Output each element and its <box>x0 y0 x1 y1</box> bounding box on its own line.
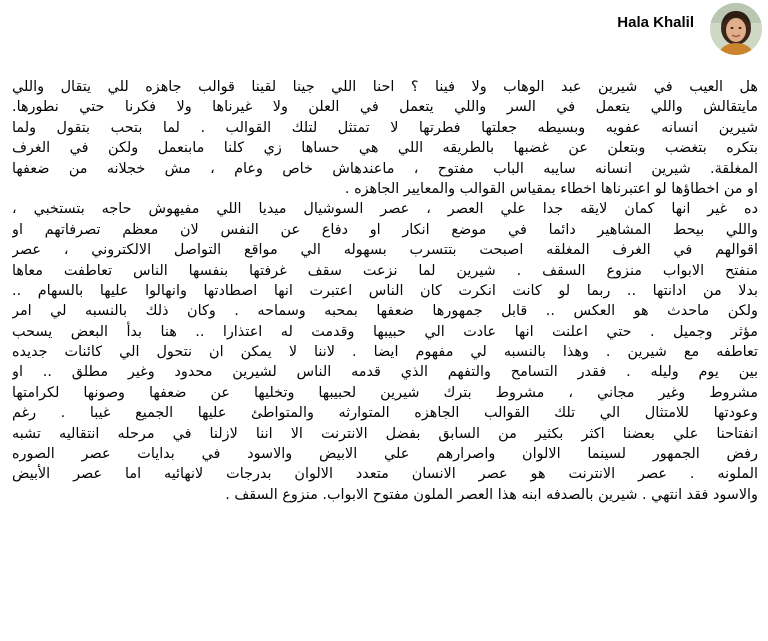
post-line: انفتاحنا علي بعضنا اكثر بكثير من السابق بفضل الانترنت الا اننا لازلنا في مرحله انتقاليه تشبه <box>12 425 758 442</box>
post-line: ولكن ماحدث هو العكس .. قابل جمهورها ضعفها بمحبه وسماحه . وكان ذلك بالنسبه لي امر <box>12 303 758 320</box>
post-line: مؤثر وجميل . حتي اعلنت انها عادت الي حبيبها وقدمت له اعتذارا .. هنا بدأ البعض يسحب <box>12 323 758 340</box>
post-line: بدلا من ادانتها .. ربما لو كانت انكرت كان الناس اعتبرت انها اصطادتها وانهالوا عليها بالسهام .. <box>12 282 758 299</box>
post-line: واللي بيحط المشاهير دائما في موضع انكار او دفاع عن النفس لان معظم تصرفاتهم او <box>12 221 758 238</box>
author-name[interactable]: Hala Khalil <box>617 14 694 31</box>
profile-photo-icon[interactable] <box>710 3 762 55</box>
post-line: بتكره بتغضب وبتعلن عن غضبها بالطريقه اللي هي حساها زي كلنا مابنعمل ولكن في الغرف <box>12 140 758 157</box>
post-line: منفتح الابواب منزوع السقف . شيرين لما نزعت سقف غرفتها بنفسها الناس تعاطفت معاها <box>12 262 758 279</box>
post-line: او من اخطاؤها لو اعتبرناها اخطاء بمقياس القوالب والمعايير الجاهزه . <box>344 180 758 197</box>
post-line: المغلقة. شيرين انسانه سايبه الباب مفتوح ، ماعندهاش خاص وعام ، مش خجلانه من ضعفها <box>12 160 758 177</box>
post-line: ده غير انها كمان لايقه جدا علي العصر ، عصر السوشيال ميديا اللي مفيهوش حاجه بتستخبي ، <box>12 201 758 218</box>
post-line: هل العيب في شيرين عبد الوهاب ولا فينا ؟ احنا اللي جينا لقينا قوالب جاهزه للي يتقال واللي <box>12 79 758 95</box>
post-line: بين يوم وليله . فقدر التسامح والتفهم الذي قدمه الناس لشيرين محدود وغير مطلق .. او <box>12 364 758 381</box>
post-header <box>0 0 768 60</box>
post-line: وعودتها للامتثال الي تلك القوالب الجاهزه المتوارثه والمتواطئ عليها الجميع غيبا . رغم <box>12 405 758 422</box>
post-line: مشروط وغير مجاني ، مشروط بترك شيرين لحبيبها وتخليها عن ضعفها وصونها لكرامتها <box>12 384 758 401</box>
post-line: تعاطفه مع شيرين . وهذا بالنسبه لي مفهوم ايضا . لاننا لا يمكن ان نتحول الي كائنات جديده <box>12 344 758 361</box>
post-line: الملونه . عصر الانترنت هو عصر الانسان متعدد الالوان بدرجات لانهائيه اما عصر الأبيض <box>12 466 758 483</box>
post-line: اقوالهم في الغرف المغلقه اصبحت بتتسرب بسهوله الي مواقع التواصل الالكتروني ، عصر <box>12 242 758 259</box>
post-line: شيرين انسانه عفويه وبسيطه جعلتها فطرتها لا تمتثل لتلك القوالب . لما بتحب بتقول ولما <box>12 119 758 136</box>
post-line: والاسود فقد انتهي . شيرين بالصدفه ابنه هذا العصر الملون مفتوح الابواب. منزوع السقف . <box>225 486 758 503</box>
post-line: مايتقالش واللي يتعمل في السر واللي يتعمل في العلن ولا غيرناها ولا فكرنا حتي نطورها. <box>12 99 758 116</box>
post-line: رفض الجمهور لسينما الالوان واصرارهم علي الابيض والاسود في بدايات عصر الصوره <box>12 446 758 463</box>
post-text <box>12 77 758 637</box>
